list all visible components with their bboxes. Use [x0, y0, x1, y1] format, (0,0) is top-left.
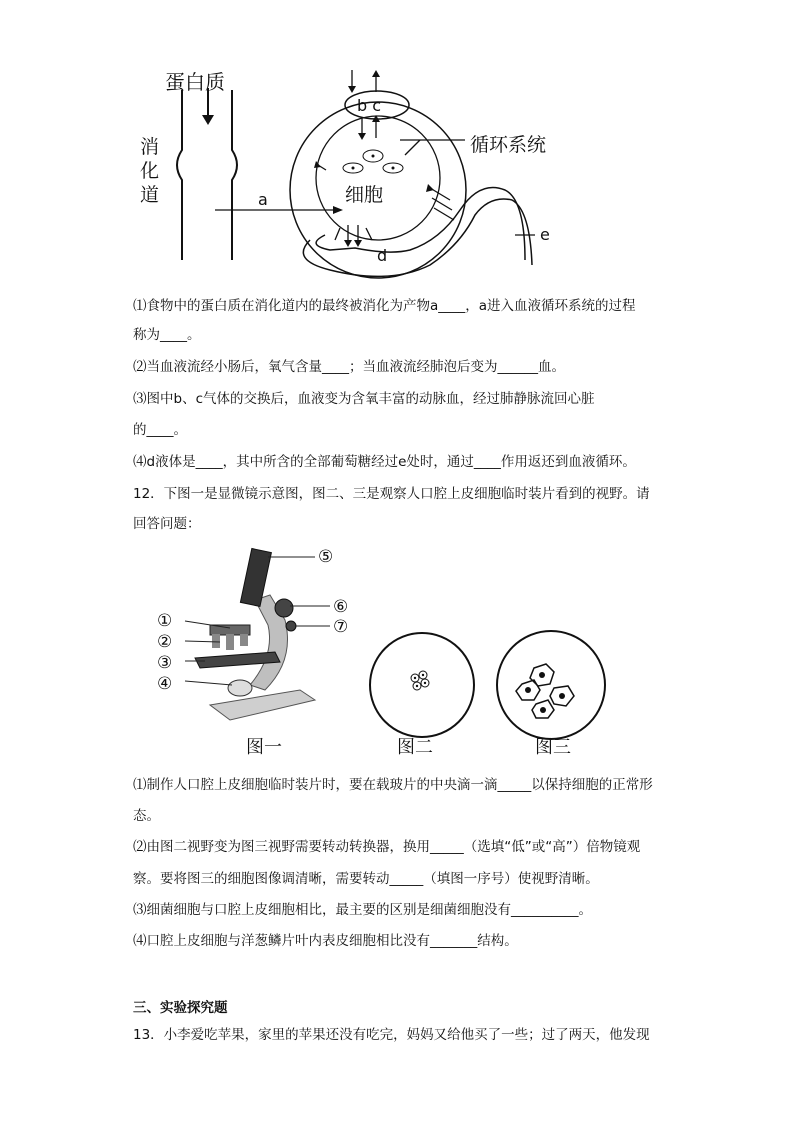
label-tract-char-2: 化 — [140, 160, 160, 182]
q12-part1-line1: ⑴制作人口腔上皮细胞临时装片时，要在载玻片的中央滴一滴_____以保持细胞的正常形 — [133, 777, 653, 793]
label-bc: b c — [357, 96, 382, 115]
q11-part1-line1: ⑴食物中的蛋白质在消化道内的最终被消化为产物a____，a进入血液循环系统的过程 — [133, 298, 636, 314]
caption-figure-3: 图三 — [535, 737, 571, 758]
callout-2: ② — [157, 632, 173, 652]
label-tract-char-3: 道 — [140, 184, 160, 206]
q12-part2-line1: ⑵由图二视野变为图三视野需要转动转换器，换用_____（选填“低”或“高”）倍物镜观 — [133, 839, 641, 855]
field-of-view-2 — [367, 630, 477, 740]
label-d: d — [377, 246, 388, 265]
label-circulation-system: 循环系统 — [470, 134, 547, 156]
callout-5: ⑤ — [318, 547, 334, 567]
q12-part2-line2: 察。要将图三的细胞图像调清晰，需要转动_____（填图一序号）使视野清晰。 — [133, 871, 599, 887]
q11-part1-line2: 称为____。 — [133, 327, 201, 343]
q11-part3-line2: 的____。 — [133, 422, 187, 438]
label-digestive-tract — [140, 135, 162, 207]
q11-part3-line1: ⑶图中b、c气体的交换后，血液变为含氧丰富的动脉血，经过肺静脉流回心脏 — [133, 391, 595, 407]
callout-3: ③ — [157, 653, 173, 673]
label-e: e — [540, 225, 550, 244]
callout-6: ⑥ — [333, 597, 349, 617]
field-of-view-3 — [494, 628, 608, 742]
q11-part4: ⑷d液体是____，其中所含的全部葡萄糖经过e处时，通过____作用返还到血液循环。 — [133, 454, 636, 470]
cell-inner-circle — [316, 116, 440, 240]
label-a: a — [258, 190, 268, 209]
q11-part2: ⑵当血液流经小肠后，氧气含量____；当血液流经肺泡后变为______血。 — [133, 359, 565, 375]
protein-arrow-head — [202, 115, 214, 125]
digestive-tract-right-wall — [232, 90, 237, 260]
q12-stem-line1: 12．下图一是显微镜示意图，图二、三是观察人口腔上皮细胞临时装片看到的视野。请 — [133, 486, 650, 502]
q13-stem: 13．小李爱吃苹果，家里的苹果还没有吃完，妈妈又给他买了一些；过了两天，他发现 — [133, 1027, 650, 1043]
label-protein: 蛋白质 — [165, 70, 225, 94]
callout-7: ⑦ — [333, 617, 349, 637]
callout-4: ④ — [157, 674, 173, 694]
coarse-focus-knob — [275, 599, 293, 617]
q12-part4: ⑷口腔上皮细胞与洋葱鳞片叶内表皮细胞相比没有_______结构。 — [133, 933, 518, 949]
caption-figure-2: 图二 — [397, 737, 433, 758]
fine-focus-knob — [286, 621, 296, 631]
q12-part1-line2: 态。 — [133, 808, 160, 824]
digestive-tract-left-wall — [177, 90, 182, 260]
q12-stem-line2: 回答问题： — [133, 516, 201, 532]
microscope-base — [210, 690, 315, 720]
microscope-mirror — [228, 680, 252, 696]
section-heading-experiment: 三、实验探究题 — [133, 1000, 228, 1016]
callout-1: ① — [157, 611, 173, 631]
q12-part3: ⑶细菌细胞与口腔上皮细胞相比，最主要的区别是细菌细胞没有__________。 — [133, 902, 592, 918]
label-tract-char-1: 消 — [140, 136, 160, 158]
arrow-a-head — [333, 206, 343, 214]
label-cell: 细胞 — [345, 184, 384, 206]
caption-figure-1: 图一 — [246, 737, 282, 758]
